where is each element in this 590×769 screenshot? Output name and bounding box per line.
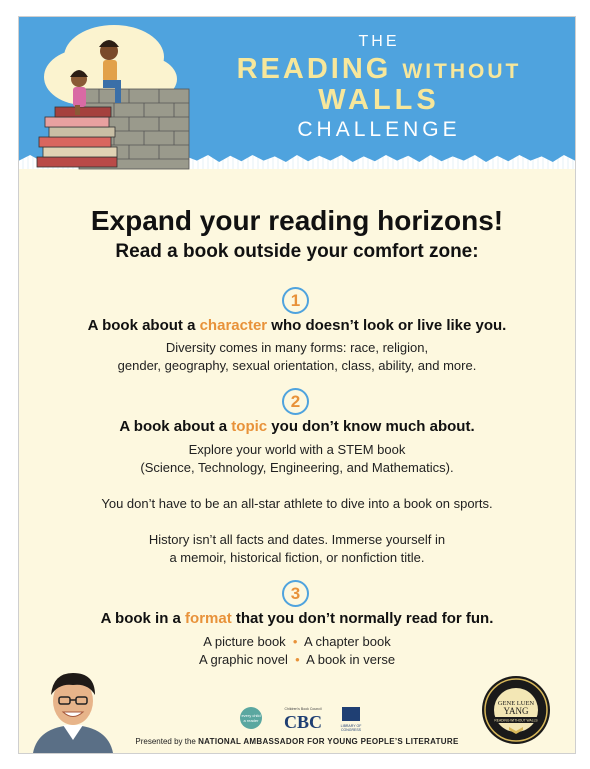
title-walls: WALLS xyxy=(318,84,440,116)
item-1-title-start: A book about a xyxy=(87,317,200,334)
title-challenge: CHALLENGE xyxy=(297,118,461,141)
number-badge-3: 3 xyxy=(282,580,309,607)
item-1-title xyxy=(19,317,575,334)
number-badge-2: 2 xyxy=(282,388,309,415)
item-1-line-2: gender, geography, sexual orientation, class, ability, and more. xyxy=(117,358,477,373)
svg-text:CONGRESS: CONGRESS xyxy=(340,728,362,732)
svg-text:GENE LUEN: GENE LUEN xyxy=(497,700,535,707)
kids-on-books-illustration xyxy=(19,17,199,177)
bullet-dot: • xyxy=(291,652,304,667)
poster xyxy=(18,16,576,754)
item-3-title-start: A book in a xyxy=(100,610,186,627)
svg-text:LIBRARY OF: LIBRARY OF xyxy=(340,724,362,728)
title-without: WITHOUT xyxy=(402,60,522,83)
item-2-title xyxy=(19,418,575,435)
item-3-title xyxy=(19,610,575,627)
item-2-line-5: a memoir, historical fiction, or nonfiction title. xyxy=(169,550,425,565)
library-of-congress-logo-icon xyxy=(342,707,360,721)
title-reading-line xyxy=(189,53,569,86)
item-1-title-end: who doesn’t look or live like you. xyxy=(267,317,507,334)
presented-prefix: Presented by the xyxy=(135,737,199,746)
item-2-title-start: A book about a xyxy=(119,418,232,435)
title-the: THE xyxy=(358,33,400,50)
format-graphic-novel: A graphic novel xyxy=(198,652,288,667)
format-book-in-verse: A book in verse xyxy=(306,652,396,667)
svg-text:a reader: a reader xyxy=(243,718,259,723)
svg-text:YANG: YANG xyxy=(503,706,529,716)
format-picture-book: A picture book xyxy=(203,634,286,649)
item-2-line-3: You don’t have to be an all-star athlete to dive into a book on sports. xyxy=(101,496,493,511)
svg-text:READING WITHOUT WALLS: READING WITHOUT WALLS xyxy=(494,718,538,723)
item-3-title-end: that you don’t normally read for fun. xyxy=(231,610,494,627)
item-2-line-4: History isn’t all facts and dates. Immerse yourself in xyxy=(148,532,446,547)
item-2-line-2: (Science, Technology, Engineering, and Mathematics). xyxy=(140,460,454,475)
item-3-highlight: format xyxy=(185,610,232,627)
item-1-highlight: character xyxy=(199,317,268,334)
item-2-title-end: you don’t know much about. xyxy=(267,418,475,435)
format-row-1 xyxy=(19,633,575,651)
svg-text:Children's Book Council: Children's Book Council xyxy=(284,707,322,711)
title-reading: READING xyxy=(236,53,392,85)
subheadline: Read a book outside your comfort zone: xyxy=(115,241,479,262)
partner-logos xyxy=(239,703,389,733)
headline: Expand your reading horizons! xyxy=(90,205,504,236)
item-2-highlight: topic xyxy=(231,418,268,435)
svg-text:every child: every child xyxy=(241,713,261,718)
svg-text:CBC: CBC xyxy=(283,712,323,732)
ambassador-seal xyxy=(481,675,551,745)
bullet-dot: • xyxy=(289,634,302,649)
presented-org: NATIONAL AMBASSADOR FOR YOUNG PEOPLE’S LITERATURE xyxy=(198,737,459,746)
item-1-line-1: Diversity comes in many forms: race, religion, xyxy=(165,340,429,355)
format-chapter-book: A chapter book xyxy=(303,634,391,649)
item-2-line-1: Explore your world with a STEM book xyxy=(188,442,406,457)
number-badge-1: 1 xyxy=(282,287,309,314)
